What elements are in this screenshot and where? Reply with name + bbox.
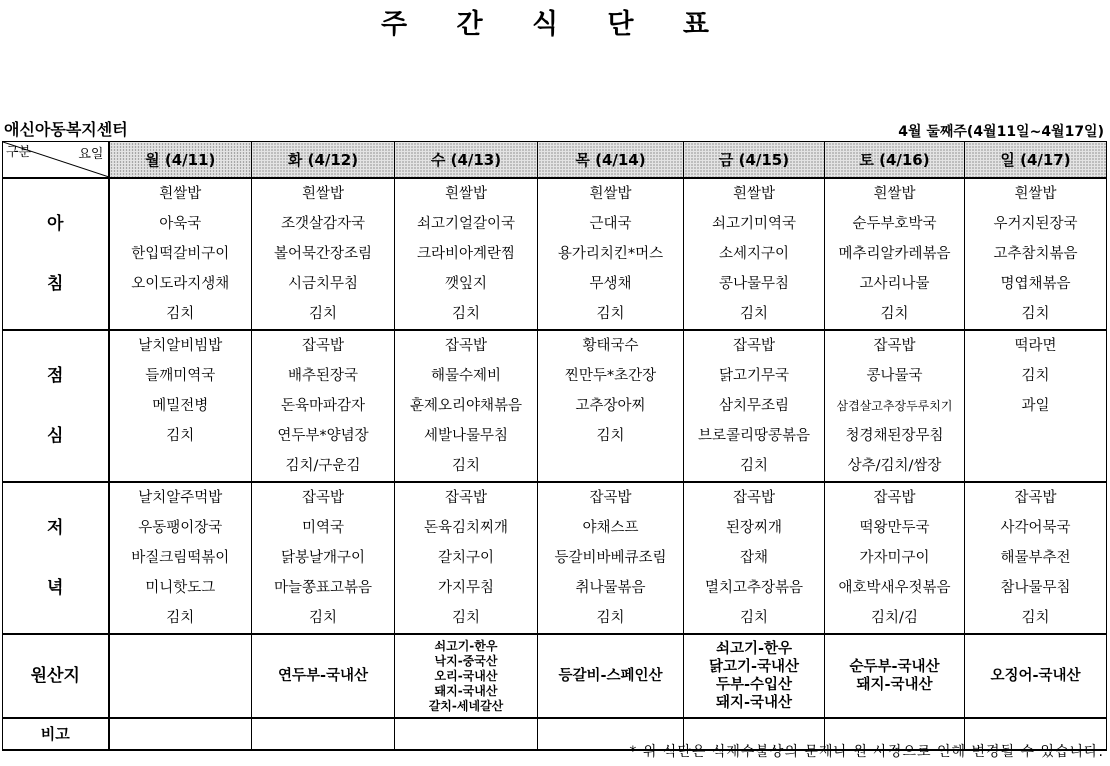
menu-item: 아욱국 [109,209,252,239]
meal-label-top: 아 [47,214,64,234]
menu-item: 용가리치킨*머스 [538,239,684,269]
menu-item: 황태국수 [538,330,684,361]
remarks-cell [252,718,395,750]
menu-item: 김치 [538,603,684,634]
origin-line: 갈치-세네갈산 [428,698,504,713]
menu-item: 날치알비빔밥 [109,330,252,361]
menu-item: 김치 [395,299,538,330]
menu-item: 잡곡밥 [538,482,684,513]
meal-row [3,451,1107,482]
menu-item: 가지무침 [395,573,538,603]
menu-item: 미니핫도그 [109,573,252,603]
menu-item: 닭고기무국 [684,361,825,391]
remarks-cell [395,718,538,750]
menu-item: 고사리나물 [825,269,965,299]
menu-item: 잡곡밥 [684,330,825,361]
menu-item: 시금치무침 [252,269,395,299]
menu-item: 삼치무조림 [684,391,825,421]
center-name: 애신아동복지센터 [4,120,128,139]
menu-item: 볼어묵간장조림 [252,239,395,269]
menu-item: 무생채 [538,269,684,299]
menu-item: 과일 [965,391,1107,421]
menu-item: 소세지구이 [684,239,825,269]
menu-item: 잡곡밥 [825,330,965,361]
origin-cell [252,634,395,718]
corner-label-category: 구분 [6,145,32,160]
menu-item: 크라비아계란찜 [395,239,538,269]
meal-row [3,482,1107,513]
meal-row [3,330,1107,361]
menu-item: 우동팽이장국 [109,513,252,543]
meal-row [3,209,1107,239]
day-header: 수 (4/13) [395,142,538,179]
week-range: 4월 둘째주(4월11일~4월17일) [898,124,1104,140]
origin-cell [538,634,684,718]
menu-item: 김치 [965,361,1107,391]
page-title: 주 간 식 단 표 [380,9,729,40]
meal-row [3,573,1107,603]
header-row [3,142,1107,179]
menu-item: 취나물볶음 [538,573,684,603]
menu-item: 사각어묵국 [965,513,1107,543]
day-header: 화 (4/12) [252,142,395,179]
menu-item: 김치 [109,299,252,330]
meal-label [3,178,109,330]
origin-line: 돼지-국내산 [434,683,498,698]
menu-item: 들깨미역국 [109,361,252,391]
day-header: 금 (4/15) [684,142,825,179]
meal-label-top: 점 [47,366,64,386]
meal-label [3,330,109,482]
menu-item: 해물수제비 [395,361,538,391]
menu-item: 날치알주먹밥 [109,482,252,513]
menu-item: 김치 [109,603,252,634]
menu-item: 야채스프 [538,513,684,543]
menu-item: 김치 [684,451,825,482]
meal-row [3,269,1107,299]
menu-item: 근대국 [538,209,684,239]
menu-item: 세발나물무침 [395,421,538,451]
menu-item: 콩나물무침 [684,269,825,299]
origin-label: 원산지 [3,634,109,718]
origin-line: 순두부-국내산 [849,659,940,675]
menu-item: 떡라면 [965,330,1107,361]
origin-line: 오징어-국내산 [990,668,1081,684]
menu-item: 오이도라지생채 [109,269,252,299]
menu-item [965,451,1107,482]
menu-item: 김치/구운김 [252,451,395,482]
menu-item: 김치 [965,299,1107,330]
origin-line: 쇠고기-한우 [434,638,498,653]
menu-item: 한입떡갈비구이 [109,239,252,269]
menu-item: 김치 [252,603,395,634]
menu-item: 김치 [684,603,825,634]
menu-item: 잡곡밥 [395,330,538,361]
corner-cell [3,142,109,179]
menu-table [2,141,1107,751]
menu-item: 잡곡밥 [684,482,825,513]
menu-item [538,451,684,482]
menu-item: 청경채된장무침 [825,421,965,451]
menu-item: 닭봉날개구이 [252,543,395,573]
menu-item: 해물부추전 [965,543,1107,573]
menu-item: 잡곡밥 [825,482,965,513]
menu-item: 쇠고기미역국 [684,209,825,239]
menu-item: 쇠고기얼갈이국 [395,209,538,239]
origin-line: 오리-국내산 [434,668,498,683]
menu-item: 돈육김치찌개 [395,513,538,543]
menu-item: 바질크림떡볶이 [109,543,252,573]
menu-item: 흰쌀밥 [395,178,538,209]
menu-item: 찐만두*초간장 [538,361,684,391]
menu-item: 참나물무침 [965,573,1107,603]
menu-item: 김치 [965,603,1107,634]
origin-line: 돼지-국내산 [715,695,793,711]
menu-item: 김치 [395,451,538,482]
origin-line: 낙지-중국산 [434,653,498,668]
origin-line: 두부-수입산 [715,677,793,693]
menu-item: 콩나물국 [825,361,965,391]
menu-item: 미역국 [252,513,395,543]
menu-item: 김치 [395,603,538,634]
menu-item: 조갯살감자국 [252,209,395,239]
menu-item: 배추된장국 [252,361,395,391]
menu-item: 메밀전병 [109,391,252,421]
day-header: 목 (4/14) [538,142,684,179]
remarks-cell [109,718,252,750]
origin-cell [684,634,825,718]
origin-line: 연두부-국내산 [277,668,369,684]
menu-item: 잡곡밥 [252,330,395,361]
menu-item: 김치 [825,299,965,330]
menu-item: 된장찌개 [684,513,825,543]
meal-row [3,513,1107,543]
origin-cell [825,634,965,718]
meal-row [3,178,1107,209]
origin-line: 닭고기-국내산 [708,659,800,675]
menu-item: 흰쌀밥 [538,178,684,209]
menu-item: 갈치구이 [395,543,538,573]
origin-line: 돼지-국내산 [856,677,933,693]
menu-item: 떡왕만두국 [825,513,965,543]
menu-item: 흰쌀밥 [684,178,825,209]
menu-item: 고추장아찌 [538,391,684,421]
menu-item: 명엽채볶음 [965,269,1107,299]
menu-item: 깻잎지 [395,269,538,299]
origin-cell [109,634,252,718]
origin-cell [965,634,1107,718]
menu-item: 애호박새우젓볶음 [825,573,965,603]
menu-item: 흰쌀밥 [825,178,965,209]
meal-row [3,299,1107,330]
menu-item: 브로콜리땅콩볶음 [684,421,825,451]
menu-item: 삼겹살고추장두루치기 [825,391,965,421]
meal-label-bottom: 심 [47,426,64,446]
menu-item: 잡곡밥 [252,482,395,513]
menu-item: 잡곡밥 [395,482,538,513]
menu-item: 순두부호박국 [825,209,965,239]
meal-row [3,391,1107,421]
menu-item: 연두부*양념장 [252,421,395,451]
menu-item: 잡곡밥 [965,482,1107,513]
menu-item [109,451,252,482]
meal-label-top: 저 [47,518,64,538]
origin-cell [395,634,538,718]
menu-item: 메추리알카레볶음 [825,239,965,269]
meal-label [3,482,109,634]
menu-item: 우거지된장국 [965,209,1107,239]
menu-item: 흰쌀밥 [252,178,395,209]
menu-item: 김치 [684,299,825,330]
menu-item: 가자미구이 [825,543,965,573]
menu-item: 김치 [252,299,395,330]
menu-item: 등갈비바베큐조림 [538,543,684,573]
origin-row [3,634,1107,718]
menu-item: 김치 [109,421,252,451]
meal-row [3,361,1107,391]
menu-item: 김치/김 [825,603,965,634]
origin-line: 등갈비-스페인산 [558,668,663,684]
day-header: 월 (4/11) [109,142,252,179]
menu-item: 훈제오리야채볶음 [395,391,538,421]
menu-item: 돈육마파감자 [252,391,395,421]
menu-item: 마늘쫑표고볶음 [252,573,395,603]
origin-line: 쇠고기-한우 [715,641,793,657]
meal-row [3,603,1107,634]
menu-item: 멸치고추장볶음 [684,573,825,603]
menu-item: 흰쌀밥 [965,178,1107,209]
menu-item: 상추/김치/쌈장 [825,451,965,482]
menu-item: 김치 [538,299,684,330]
menu-item: 잡채 [684,543,825,573]
change-notice: * 위 식단은 식재수불상의 문제나 원 사정으로 인해 변경될 수 있습니다. [629,744,1104,760]
menu-item: 김치 [538,421,684,451]
menu-item: 고추참치볶음 [965,239,1107,269]
day-header: 토 (4/16) [825,142,965,179]
meal-row [3,421,1107,451]
day-header: 일 (4/17) [965,142,1107,179]
corner-label-day: 요일 [78,147,104,162]
menu-item [965,421,1107,451]
meal-row [3,239,1107,269]
meal-label-bottom: 침 [47,274,64,294]
menu-item: 흰쌀밥 [109,178,252,209]
meal-label-bottom: 녁 [47,578,64,598]
meal-row [3,543,1107,573]
remarks-label: 비고 [3,718,109,750]
